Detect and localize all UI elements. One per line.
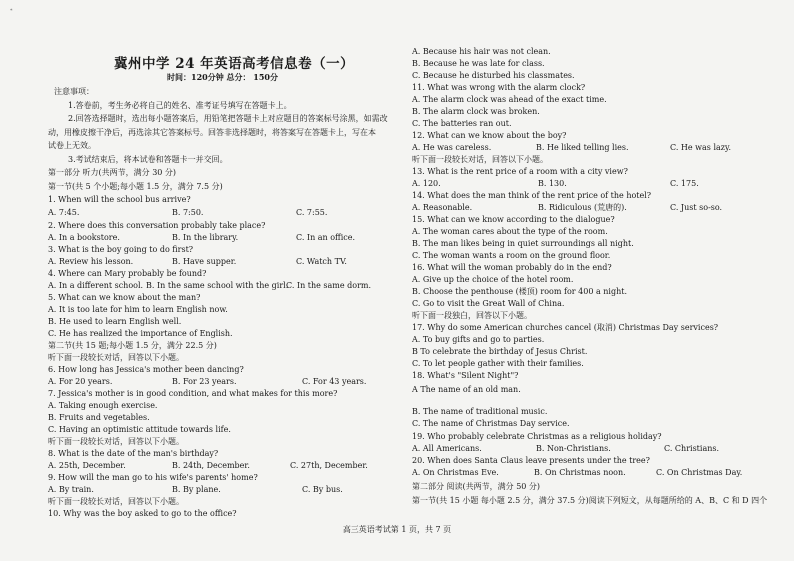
- q13-option-b: B. 130.: [538, 179, 567, 188]
- q10-option-a: A. Because his hair was not clean.: [412, 47, 551, 56]
- q15-option-a: A. The woman cares about the type of the room.: [412, 227, 608, 236]
- q4-option-c: C. In the same dorm.: [286, 281, 372, 290]
- q18-option-a: A The name of an old man.: [412, 385, 521, 394]
- part-1-heading: 第一部分 听力(共两节，满分 30 分): [48, 168, 177, 177]
- listen-instruction-17-20: 听下面一段独白，回答以下小题。: [412, 311, 532, 320]
- q1-option-b: B. 7:50.: [172, 208, 204, 217]
- question-10: 10. Why was the boy asked to go to the office?: [48, 509, 237, 518]
- q17-option-a: A. To buy gifts and go to parties.: [412, 335, 545, 344]
- q12-option-b: B. He liked telling lies.: [536, 143, 629, 152]
- notes-heading: 注意事项：: [54, 87, 94, 96]
- q3-option-a: A. Review his lesson.: [48, 257, 134, 266]
- reading-section-1-heading: 第一节(共 15 小题 每小题 2.5 分，满分 37.5 分)阅读下列短文，从每题所给的 A、B、C 和 D 四个: [412, 496, 768, 505]
- q8-option-b: B. 24th, December.: [172, 461, 250, 470]
- question-17: 17. Why do some American churches cancel (取消) Christmas Day services?: [412, 323, 719, 332]
- question-2: 2. Where does this conversation probably take place?: [48, 221, 266, 230]
- listen-instruction-8-9: 听下面一段较长对话，回答以下小题。: [48, 437, 184, 446]
- q7-option-b: B. Fruits and vegetables.: [48, 413, 150, 422]
- q12-option-c: C. He was lazy.: [670, 143, 731, 152]
- question-20: 20. When does Santa Claus leave presents under the tree?: [412, 456, 650, 465]
- section-1-heading: 第一节(共 5 个小题;每小题 1.5 分，满分 7.5 分): [48, 182, 223, 191]
- note-2b: 动，用橡皮擦干净后，再选涂其它答案标号。回答非选择题时，将答案写在答题卡上，写在本: [48, 128, 376, 137]
- question-3: 3. What is the boy going to do first?: [48, 245, 194, 254]
- q9-option-a: A. By train.: [48, 485, 94, 494]
- q7-option-c: C. Having an optimistic attitude towards life.: [48, 425, 231, 434]
- q11-option-b: B. The alarm clock was broken.: [412, 107, 540, 116]
- question-11: 11. What was wrong with the alarm clock?: [412, 83, 586, 92]
- part-2-heading: 第二部分 阅读(共两节，满分 50 分): [412, 482, 541, 491]
- q6-option-c: C. For 43 years.: [302, 377, 367, 386]
- q10-option-c: C. Because he disturbed his classmates.: [412, 71, 575, 80]
- note-2a: 2.回答选择题时，选出每小题答案后，用铅笔把答题卡上对应题目的答案标号涂黑，如需改: [68, 114, 388, 123]
- listen-instruction-13-15: 听下面一段较长对话，回答以下小题。: [412, 155, 548, 164]
- question-1: 1. When will the school bus arrive?: [48, 195, 191, 204]
- question-14: 14. What does the man think of the rent price of the hotel?: [412, 191, 652, 200]
- question-4: 4. Where can Mary probably be found?: [48, 269, 207, 278]
- q12-option-a: A. He was careless.: [412, 143, 492, 152]
- q3-option-b: B. Have supper.: [172, 257, 237, 266]
- q8-option-c: C. 27th, December.: [290, 461, 368, 470]
- q14-option-a: A. Reasonable.: [412, 203, 473, 212]
- question-15: 15. What can we know according to the dialogue?: [412, 215, 615, 224]
- question-12: 12. What can we know about the boy?: [412, 131, 567, 140]
- time-score: 时间：120分钟 总分： 150分: [167, 72, 278, 82]
- q16-option-a: A. Give up the choice of the hotel room.: [412, 275, 574, 284]
- q2-option-b: B. In the library.: [172, 233, 239, 242]
- q5-option-b: B. He used to learn English well.: [48, 317, 182, 326]
- question-7: 7. Jessica's mother is in good condition, and what makes for this more?: [48, 389, 338, 398]
- q18-option-b: B. The name of traditional music.: [412, 407, 548, 416]
- q1-option-c: C. 7:55.: [296, 208, 328, 217]
- q15-option-c: C. The woman wants a room on the ground floor.: [412, 251, 611, 260]
- question-19: 19. Who probably celebrate Christmas as a religious holiday?: [412, 432, 662, 441]
- q5-option-a: A. It is too late for him to learn English now.: [48, 305, 228, 314]
- question-16: 16. What will the woman probably do in the end?: [412, 263, 612, 272]
- q17-option-c: C. To let people gather with their families.: [412, 359, 584, 368]
- q15-option-b: B. The man likes being in quiet surroundings all night.: [412, 239, 634, 248]
- q13-option-a: A. 120.: [412, 179, 441, 188]
- q16-option-b: B. Choose the penthouse (楼顶) room for 400 a night.: [412, 287, 628, 296]
- q6-option-a: A. For 20 years.: [48, 377, 113, 386]
- q18-option-c: C. The name of Christmas Day service.: [412, 419, 570, 428]
- listen-instruction-10-12: 听下面一段较长对话，回答以下小题。: [48, 497, 184, 506]
- q8-option-a: A. 25th, December.: [48, 461, 126, 470]
- question-8: 8. What is the date of the man's birthday?: [48, 449, 219, 458]
- q20-option-a: A. On Christmas Eve.: [412, 468, 499, 477]
- q16-option-c: C. Go to visit the Great Wall of China.: [412, 299, 565, 308]
- q3-option-c: C. Watch TV.: [296, 257, 347, 266]
- q20-option-b: B. On Christmas noon.: [534, 468, 626, 477]
- listen-instruction-6-7: 听下面一段较长对话，回答以下小题。: [48, 353, 184, 362]
- q13-option-c: C. 175.: [670, 179, 699, 188]
- q17-option-b: B To celebrate the birthday of Jesus Christ.: [412, 347, 588, 356]
- q11-option-c: C. The batteries ran out.: [412, 119, 512, 128]
- q1-option-a: A. 7:45.: [48, 208, 80, 217]
- q5-option-c: C. He has realized the importance of English.: [48, 329, 233, 338]
- question-13: 13. What is the rent price of a room with a city view?: [412, 167, 628, 176]
- question-6: 6. How long has Jessica's mother been dancing?: [48, 365, 244, 374]
- section-2-heading: 第二节(共 15 题;每小题 1.5 分，满分 22.5 分): [48, 341, 217, 350]
- exam-title: 冀州中学 24 年英语高考信息卷（一）: [114, 56, 355, 72]
- corner-mark: *: [10, 8, 13, 14]
- q9-option-b: B. By plane.: [172, 485, 221, 494]
- q9-option-c: C. By bus.: [302, 485, 343, 494]
- q11-option-a: A. The alarm clock was ahead of the exact time.: [412, 95, 607, 104]
- note-1: 1.答卷前，考生务必将自己的姓名、准考证号填写在答题卡上。: [68, 101, 292, 110]
- q6-option-b: B. For 23 years.: [172, 377, 237, 386]
- q20-option-c: C. On Christmas Day.: [656, 468, 743, 477]
- q14-option-c: C. Just so-so.: [670, 203, 723, 212]
- q19-option-c: C. Christians.: [664, 444, 720, 453]
- q2-option-a: A. In a bookstore.: [48, 233, 120, 242]
- note-2c: 试卷上无效。: [48, 141, 96, 150]
- question-18: 18. What's "Silent Night"?: [412, 371, 519, 380]
- q14-option-b: B. Ridiculous (荒唐的).: [538, 203, 627, 212]
- q19-option-b: B. Non-Christians.: [536, 444, 611, 453]
- q7-option-a: A. Taking enough exercise.: [48, 401, 158, 410]
- question-9: 9. How will the man go to his wife's parents' home?: [48, 473, 258, 482]
- question-5: 5. What can we know about the man?: [48, 293, 201, 302]
- q4-option-b: B. In the same school with the girl.: [146, 281, 289, 290]
- q19-option-a: A. All Americans.: [412, 444, 482, 453]
- q2-option-c: C. In an office.: [296, 233, 356, 242]
- q10-option-b: B. Because he was late for class.: [412, 59, 545, 68]
- note-3: 3.考试结束后，将本试卷和答题卡一并交回。: [68, 155, 228, 164]
- q4-option-a: A. In a different school.: [48, 281, 144, 290]
- page-footer: 高三英语考试第 1 页，共 7 页: [342, 525, 452, 534]
